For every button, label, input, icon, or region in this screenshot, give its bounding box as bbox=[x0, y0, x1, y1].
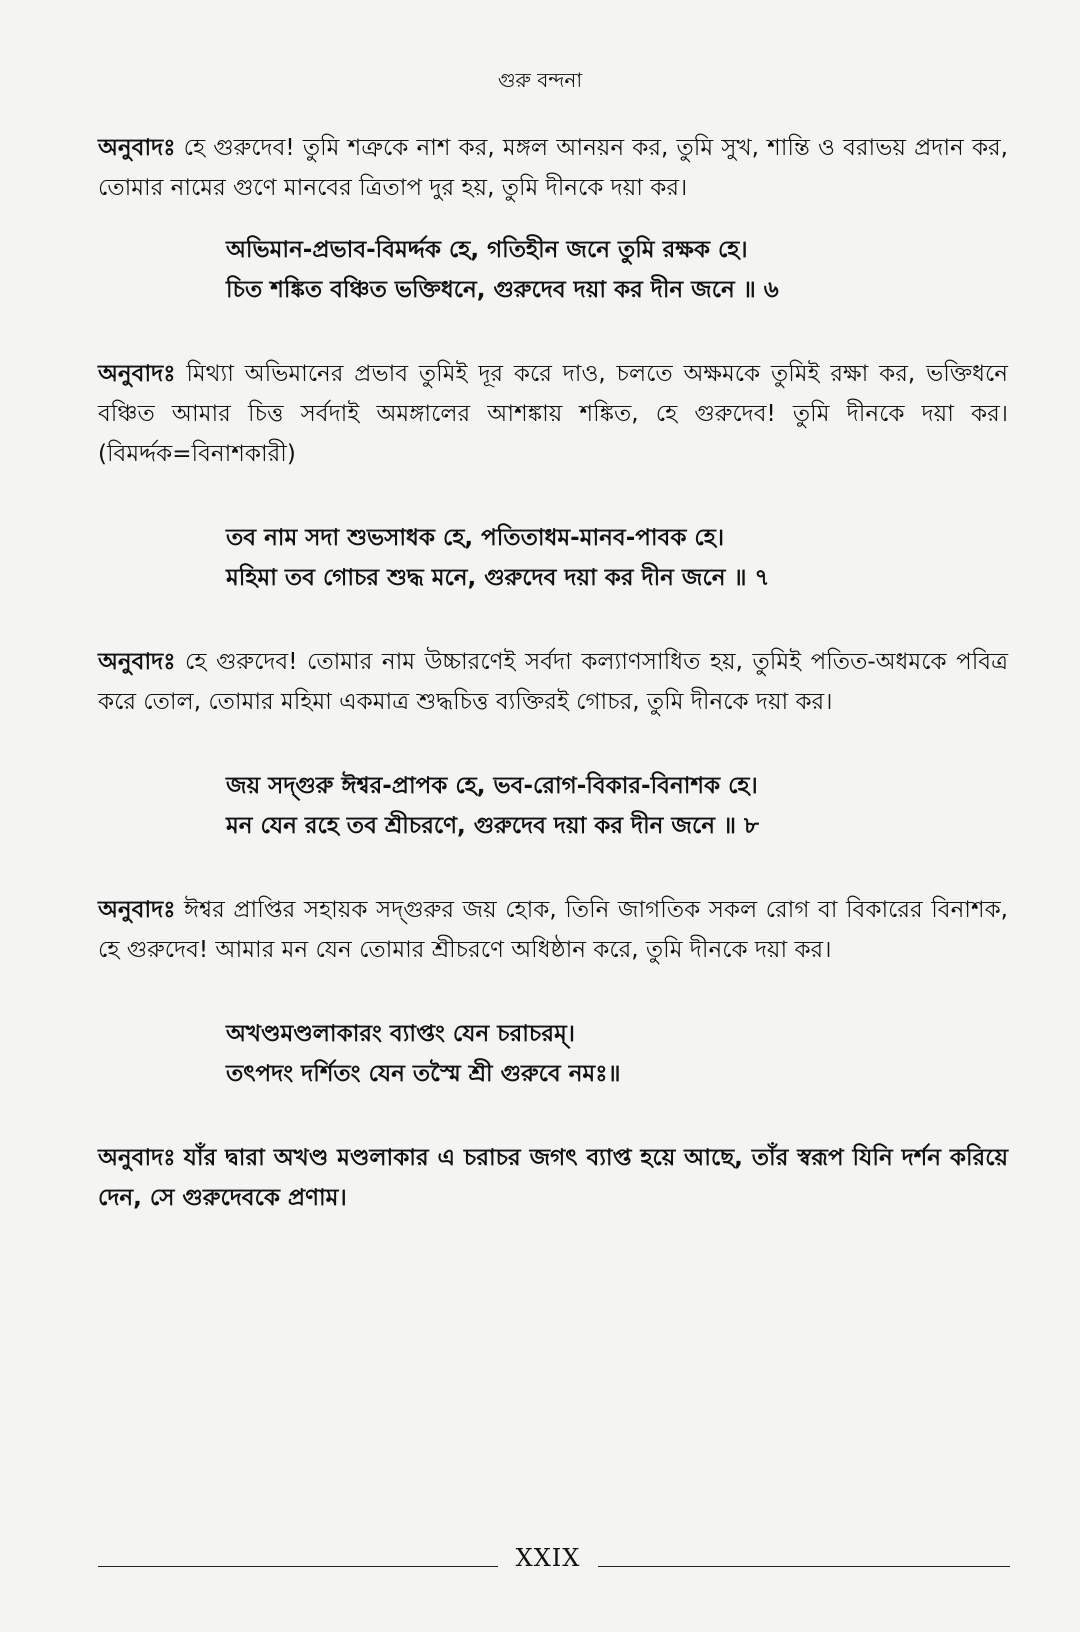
translation-label: অনুবাদঃ bbox=[98, 361, 176, 387]
verse-line: চিত শঙ্কিত বঞ্চিত ভক্তিধনে, গুরুদেব দয়া কর দীন জনে ॥ ৬ bbox=[226, 277, 779, 303]
translation-text: মিথ্যা অভিমানের প্রভাব তুমিই দূর করে দাও, চলতে অক্ষমকে তুমিই রক্ষা কর, ভক্তিধনে বঞ্চিত আমার চিত্ত সর্বদাই অমঙ্গালের আশঙ্কায় শঙ্কিত, হে গুরুদেব! তুমি দীনকে দয়া কর। (বিমর্দ্দক=বিনাশকারী) bbox=[98, 361, 1008, 467]
verse-block bbox=[98, 230, 1008, 310]
translation-text: ঈশ্বর প্রাপ্তির সহায়ক সদ্গুরুর জয় হোক, তিনি জাগতিক সকল রোগ বা বিকারের বিনাশক, হে গুরুদেব! আমার মন যেন তোমার শ্রীচরণে অধিষ্ঠান করে, তুমি দীনকে দয়া কর। bbox=[98, 897, 1008, 963]
verse-line: তৎপদং দর্শিতং যেন তস্মৈ শ্রী গুরুবে নমঃ॥ bbox=[226, 1061, 621, 1087]
verse-line: অভিমান-প্রভাব-বিমর্দ্দক হে, গতিহীন জনে তুমি রক্ষক হে। bbox=[226, 237, 748, 263]
translation-paragraph bbox=[98, 890, 1008, 970]
translation-paragraph bbox=[98, 354, 1008, 474]
verse-block bbox=[98, 766, 1008, 846]
page-number: XXIX bbox=[515, 1544, 581, 1572]
running-title: গুরু বন্দনা bbox=[497, 68, 583, 92]
footer-rule-right bbox=[598, 1566, 1010, 1567]
verse-line: জয় সদ্গুরু ঈশ্বর-প্রাপক হে, ভব-রোগ-বিকার-বিনাশক হে। bbox=[226, 773, 758, 799]
translation-text: হে গুরুদেব! তুমি শত্রুকে নাশ কর, মঙ্গল আনয়ন কর, তুমি সুখ, শান্তি ও বরাভয় প্রদান কর, তোমার নামের গুণে মানবের ত্রিতাপ দুর হয়, তুমি দীনকে দয়া কর। bbox=[98, 135, 1008, 201]
verse-line: তব নাম সদা শুভসাধক হে, পতিতাধম-মানব-পাবক হে। bbox=[226, 525, 725, 551]
footer-rule-left bbox=[98, 1566, 498, 1567]
translation-label: অনুবাদঃ bbox=[98, 135, 176, 161]
translation-label: অনুবাদঃ bbox=[98, 897, 176, 923]
translation-paragraph bbox=[98, 642, 1008, 722]
translation-label: অনুবাদঃ bbox=[98, 649, 176, 675]
verse-block bbox=[98, 518, 1008, 598]
verse-line: মন যেন রহে তব শ্রীচরণে, গুরুদেব দয়া কর দীন জনে ॥ ৮ bbox=[226, 813, 759, 839]
translation-text: হে গুরুদেব! তোমার নাম উচ্চারণেই সর্বদা কল্যাণসাধিত হয়, তুমিই পতিত-অধমকে পবিত্র করে তোল, তোমার মহিমা একমাত্র শুদ্ধচিত্ত ব্যক্তিরই গোচর, তুমি দীনকে দয়া কর। bbox=[98, 649, 1008, 715]
translation-text: যাঁর দ্বারা অখণ্ড মণ্ডলাকার এ চরাচর জগৎ ব্যাপ্ত হয়ে আছে, তাঁর স্বরূপ যিনি দর্শন করিয়ে দেন, সে গুরুদেবকে প্রণাম। bbox=[98, 1145, 1008, 1211]
translation-paragraph bbox=[98, 128, 1008, 208]
verse-block bbox=[98, 1014, 1008, 1094]
verse-line: অখণ্ডমণ্ডলাকারং ব্যাপ্তং যেন চরাচরম্। bbox=[226, 1021, 575, 1047]
verse-line: মহিমা তব গোচর শুদ্ধ মনে, গুরুদেব দয়া কর দীন জনে ॥ ৭ bbox=[226, 565, 770, 591]
translation-paragraph bbox=[98, 1138, 1008, 1218]
page-body bbox=[98, 128, 1008, 1218]
translation-label: অনুবাদঃ bbox=[98, 1145, 176, 1171]
page-footer bbox=[98, 1544, 1010, 1584]
